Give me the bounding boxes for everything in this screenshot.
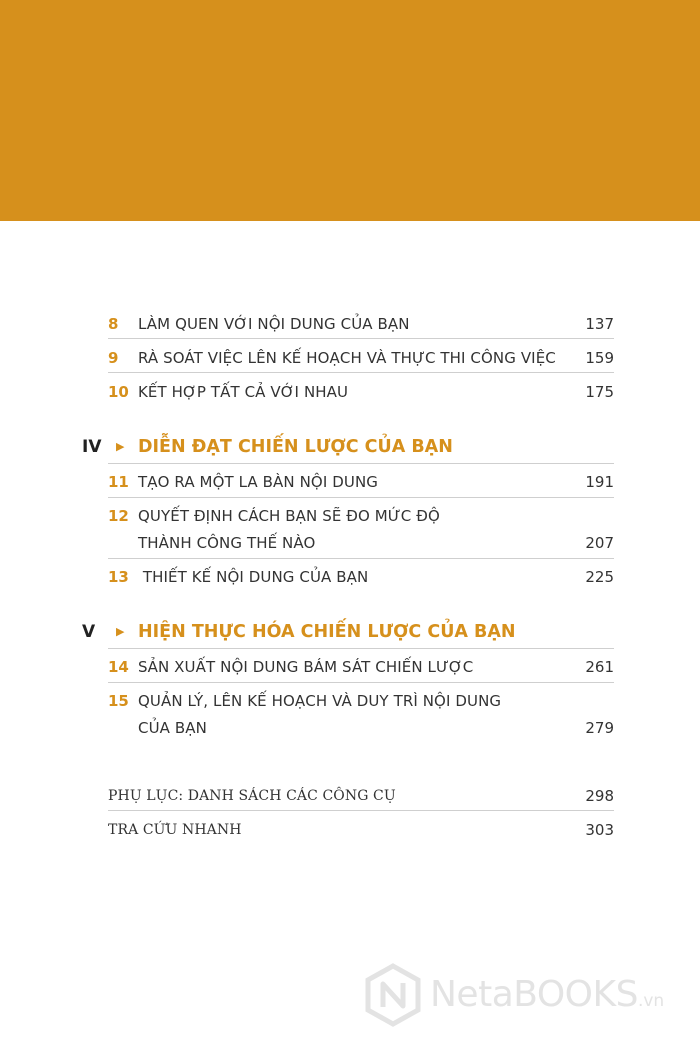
- page-number: 191: [585, 473, 614, 491]
- toc-entry-15-cont[interactable]: [0, 715, 700, 741]
- part-numeral: IV: [82, 437, 102, 457]
- triangle-right-icon: ▶: [116, 440, 125, 453]
- chapter-title: LÀM QUEN VỚI NỘI DUNG CỦA BẠN: [138, 315, 410, 333]
- page-number: 175: [585, 383, 614, 401]
- page-number: 137: [585, 315, 614, 333]
- separator: [108, 497, 614, 498]
- watermark-brand: NetaBOOKS: [430, 974, 638, 1015]
- chapter-number: 11: [108, 473, 129, 491]
- toc-entry-12[interactable]: [0, 503, 700, 529]
- chapter-title-line-2: CỦA BẠN: [138, 719, 207, 737]
- chapter-title: TẠO RA MỘT LA BÀN NỘI DUNG: [138, 473, 378, 491]
- watermark-suffix: .vn: [637, 991, 665, 1011]
- separator: [108, 810, 614, 811]
- separator: [108, 463, 614, 464]
- separator: [108, 682, 614, 683]
- chapter-number: 10: [108, 383, 129, 401]
- chapter-number: 14: [108, 658, 129, 676]
- toc-entry-quick-lookup[interactable]: [0, 817, 700, 843]
- watermark: [364, 963, 684, 1027]
- toc-entry-13[interactable]: [0, 564, 700, 590]
- part-heading-v[interactable]: [0, 618, 700, 646]
- chapter-title: SẢN XUẤT NỘI DUNG BÁM SÁT CHIẾN LƯỢC: [138, 658, 474, 676]
- toc-entry-9[interactable]: [0, 345, 700, 371]
- separator: [108, 648, 614, 649]
- chapter-title-line-1: QUYẾT ĐỊNH CÁCH BẠN SẼ ĐO MỨC ĐỘ: [138, 507, 440, 525]
- page-number: 303: [585, 821, 614, 839]
- chapter-number: 12: [108, 507, 129, 525]
- toc-entry-12-cont[interactable]: [0, 530, 700, 556]
- chapter-number: 13: [108, 568, 129, 586]
- toc-entry-10[interactable]: [0, 379, 700, 405]
- chapter-title: RÀ SOÁT VIỆC LÊN KẾ HOẠCH VÀ THỰC THI CÔNG VIỆC: [138, 349, 556, 367]
- chapter-title: THIẾT KẾ NỘI DUNG CỦA BẠN: [138, 568, 369, 586]
- chapter-title-line-2: THÀNH CÔNG THẾ NÀO: [138, 534, 316, 552]
- toc-entry-appendix[interactable]: [0, 783, 700, 809]
- toc-entry-15[interactable]: [0, 688, 700, 714]
- separator: [108, 558, 614, 559]
- page-number: 279: [585, 719, 614, 737]
- part-numeral: V: [82, 622, 96, 642]
- toc-entry-14[interactable]: [0, 654, 700, 680]
- part-title: DIỄN ĐẠT CHIẾN LƯỢC CỦA BẠN: [138, 437, 453, 457]
- netabooks-logo-icon: [364, 963, 422, 1027]
- separator: [108, 372, 614, 373]
- chapter-number: 9: [108, 349, 119, 367]
- part-title: HIỆN THỰC HÓA CHIẾN LƯỢC CỦA BẠN: [138, 622, 516, 642]
- part-heading-iv[interactable]: [0, 433, 700, 461]
- page-number: 207: [585, 534, 614, 552]
- toc-entry-8[interactable]: [0, 311, 700, 337]
- triangle-right-icon: ▶: [116, 625, 125, 638]
- watermark-text: [430, 973, 664, 1023]
- chapter-number: 8: [108, 315, 119, 333]
- separator: [108, 338, 614, 339]
- chapter-title-line-1: QUẢN LÝ, LÊN KẾ HOẠCH VÀ DUY TRÌ NỘI DUNG: [138, 692, 502, 710]
- page-number: 261: [585, 658, 614, 676]
- toc-entry-11[interactable]: [0, 469, 700, 495]
- appendix-title: PHỤ LỤC: DANH SÁCH CÁC CÔNG CỤ: [108, 788, 396, 804]
- page-number: 298: [585, 787, 614, 805]
- page-number: 225: [585, 568, 614, 586]
- chapter-number: 15: [108, 692, 129, 710]
- chapter-title: KẾT HỢP TẤT CẢ VỚI NHAU: [138, 383, 349, 401]
- quick-lookup-title: TRA CỨU NHANH: [108, 822, 242, 838]
- page-number: 159: [585, 349, 614, 367]
